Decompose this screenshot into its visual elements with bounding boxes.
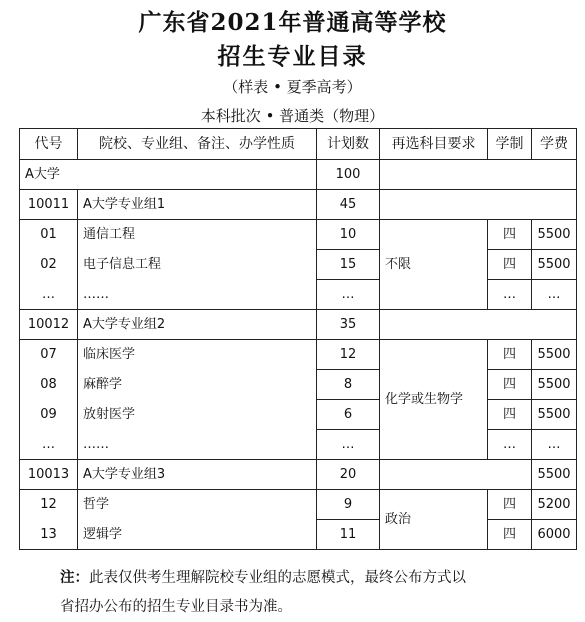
table-row	[20, 280, 577, 310]
university-name: A大学	[20, 160, 317, 190]
plan-cell: 9	[317, 490, 380, 520]
table-row	[20, 400, 577, 430]
years-cell: 四	[488, 370, 532, 400]
footnote-text-2: 省招办公布的招生专业目录书为准。	[60, 599, 292, 615]
subject-requirement: 不限	[380, 220, 488, 310]
major-code: …	[20, 430, 78, 460]
empty-cell	[380, 160, 577, 190]
major-code: 02	[20, 250, 78, 280]
table-row	[20, 490, 577, 520]
footnote-label: 注：	[60, 569, 89, 586]
years-cell: 四	[488, 400, 532, 430]
plan-cell: 35	[317, 310, 380, 340]
document-subtitle: （样表 • 夏季高考）	[223, 78, 362, 96]
years-cell: 四	[488, 520, 532, 550]
years-cell: …	[488, 430, 532, 460]
fee-cell: 6000	[532, 520, 577, 550]
major-name: 电子信息工程	[78, 250, 317, 280]
header-plan: 计划数	[317, 129, 380, 160]
table-row	[20, 520, 577, 550]
fee-cell: 5500	[532, 220, 577, 250]
years-cell: 四	[488, 340, 532, 370]
table-row	[20, 220, 577, 250]
table-row	[20, 310, 577, 340]
table-row	[20, 340, 577, 370]
plan-cell: 100	[317, 160, 380, 190]
table-row	[20, 160, 577, 190]
header-fee: 学费	[532, 129, 577, 160]
group-code: 10012	[20, 310, 78, 340]
header-school: 院校、专业组、备注、办学性质	[78, 129, 317, 160]
fee-cell: …	[532, 430, 577, 460]
fee-cell: 5500	[532, 370, 577, 400]
plan-cell: 10	[317, 220, 380, 250]
major-code: 09	[20, 400, 78, 430]
header-years: 学制	[488, 129, 532, 160]
major-name: 放射医学	[78, 400, 317, 430]
major-code: 13	[20, 520, 78, 550]
document-title: 广东省2021年普通高等学校	[138, 9, 447, 36]
plan-cell: 45	[317, 190, 380, 220]
plan-cell: 12	[317, 340, 380, 370]
major-name: 逻辑学	[78, 520, 317, 550]
major-code: 08	[20, 370, 78, 400]
years-cell: 四	[488, 220, 532, 250]
fee-cell: 5500	[532, 400, 577, 430]
table-row	[20, 250, 577, 280]
subject-requirement: 政治	[380, 490, 488, 550]
years-cell: 四	[488, 490, 532, 520]
footnote-line-1	[60, 563, 565, 593]
major-code: …	[20, 280, 78, 310]
major-name: ……	[78, 280, 317, 310]
enrollment-table	[19, 128, 577, 550]
group-name: A大学专业组1	[78, 190, 317, 220]
batch-label: 本科批次 • 普通类（物理）	[200, 107, 385, 125]
fee-cell: 5500	[532, 340, 577, 370]
years-cell: …	[488, 280, 532, 310]
fee-cell: 5500	[532, 460, 577, 490]
table-row	[20, 430, 577, 460]
header-subjects: 再选科目要求	[380, 129, 488, 160]
footnote-text-1: 此表仅供考生理解院校专业组的志愿模式，最终公布方式以	[89, 570, 466, 586]
major-name: 通信工程	[78, 220, 317, 250]
empty-cell	[380, 190, 577, 220]
group-code: 10011	[20, 190, 78, 220]
fee-cell: 5200	[532, 490, 577, 520]
header-code: 代号	[20, 129, 78, 160]
group-name: A大学专业组2	[78, 310, 317, 340]
empty-cell	[380, 460, 532, 490]
years-cell: 四	[488, 250, 532, 280]
plan-cell: 11	[317, 520, 380, 550]
fee-cell: 5500	[532, 250, 577, 280]
document-title-second-line: 招生专业目录	[217, 43, 368, 70]
table-row	[20, 370, 577, 400]
plan-cell: …	[317, 280, 380, 310]
major-code: 07	[20, 340, 78, 370]
plan-cell: 20	[317, 460, 380, 490]
plan-cell: 6	[317, 400, 380, 430]
group-code: 10013	[20, 460, 78, 490]
major-code: 12	[20, 490, 78, 520]
major-code: 01	[20, 220, 78, 250]
table-row	[20, 190, 577, 220]
empty-cell	[380, 310, 577, 340]
plan-cell: 15	[317, 250, 380, 280]
major-name: 临床医学	[78, 340, 317, 370]
plan-cell: 8	[317, 370, 380, 400]
table-row	[20, 460, 577, 490]
footnote-line-2	[60, 592, 565, 622]
major-name: 哲学	[78, 490, 317, 520]
group-name: A大学专业组3	[78, 460, 317, 490]
major-name: 麻醉学	[78, 370, 317, 400]
table-header-row	[20, 129, 577, 160]
major-name: ……	[78, 430, 317, 460]
plan-cell: …	[317, 430, 380, 460]
subject-requirement: 化学或生物学	[380, 340, 488, 460]
fee-cell: …	[532, 280, 577, 310]
